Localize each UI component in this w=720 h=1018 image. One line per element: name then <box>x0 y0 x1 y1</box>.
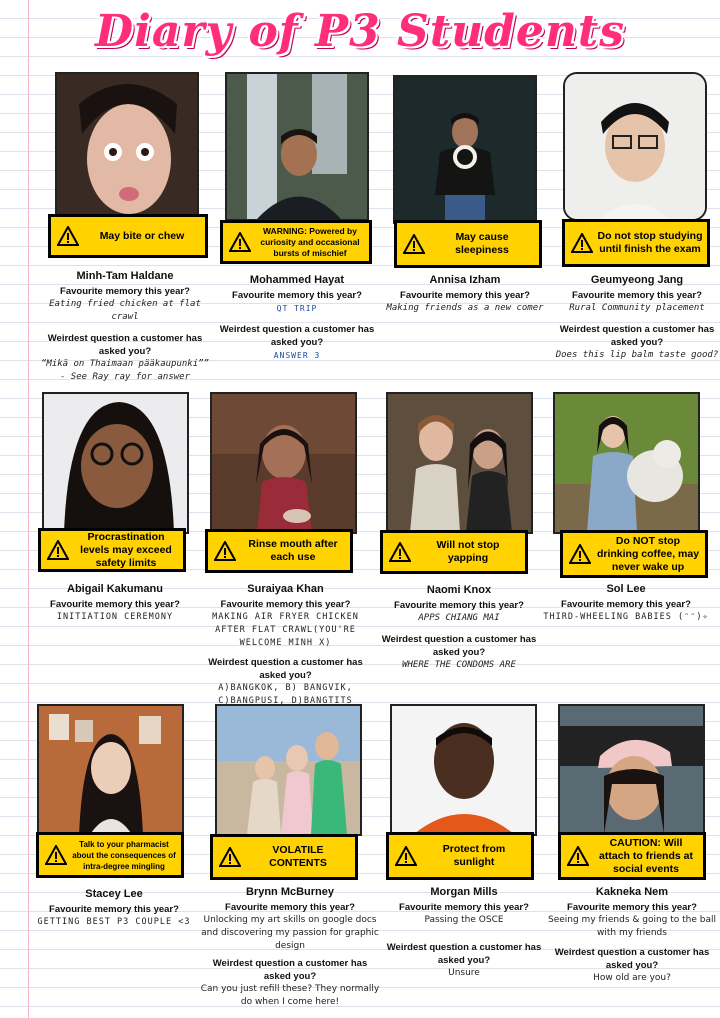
warning-icon <box>219 847 241 867</box>
memory-answer: INITIATION CEREMONY <box>56 612 174 622</box>
student-info: Kakneka Nem Favourite memory this year? Seeing my friends & going to the ball with my friends Weirdest question a customer has asked you? How old are you? <box>544 886 720 985</box>
student-info: Suraiyaa Khan Favourite memory this year? MAKING AIR FRYER CHICKEN AFTER FLAT CRAWL(YOU'RE WELCOME MINH X) Weirdest question a customer has asked you? A)BANGKOK, B) BANGVIK, C)BANGPUSI, D)BANGTITS <box>198 583 373 708</box>
warning-icon <box>389 542 411 562</box>
memory-answer: Eating fried chicken at flat crawl <box>49 299 201 322</box>
warning-label: Rinse mouth after each use <box>205 529 353 573</box>
warning-label: VOLATILE CONTENTS <box>210 834 358 880</box>
student-name: Kakneka Nem <box>595 886 669 898</box>
memory-answer: MAKING AIR FRYER CHICKEN AFTER FLAT CRAWL(YOU'RE WELCOME MINH X) <box>212 612 359 648</box>
student-name: Mohammed Hayat <box>249 274 345 286</box>
student-photo <box>215 704 362 836</box>
warning-label: WARNING: Powered by curiosity and occasional bursts of mischief <box>220 220 372 264</box>
student-photo <box>553 392 700 534</box>
warning-icon <box>214 541 236 561</box>
student-photo <box>55 72 199 221</box>
student-name: Stacey Lee <box>85 888 143 900</box>
student-info: Morgan Mills Favourite memory this year? Passing the OSCE Weirdest question a customer has asked you? Unsure <box>378 886 550 980</box>
question-answer: A)BANGKOK, B) BANGVIK, C)BANGPUSI, D)BANGTITS <box>218 683 353 706</box>
warning-label: May bite or chew <box>48 214 208 258</box>
warning-label: Do not stop studying until finish the exam <box>562 219 710 267</box>
warning-icon <box>229 232 251 252</box>
page-title: Diary of P3 Students <box>95 6 625 57</box>
memory-answer: THIRD-WHEELING BABIES (ᵔᵔ)✧ <box>543 612 709 622</box>
warning-icon <box>395 846 417 866</box>
warning-icon <box>45 845 67 865</box>
student-name: Sol Lee <box>606 583 646 595</box>
student-photo <box>563 72 707 221</box>
notebook-margin-line <box>28 0 29 1018</box>
question-answer: Unsure <box>448 968 480 978</box>
student-photo <box>37 704 184 838</box>
warning-icon <box>47 540 69 560</box>
memory-answer: Rural Community placement <box>569 303 705 313</box>
question-answer: Does this lip balm taste good? <box>555 350 719 360</box>
student-info: Stacey Lee Favourite memory this year? GETTING BEST P3 COUPLE <3 <box>28 888 200 929</box>
warning-label: Do NOT stop drinking coffee, may never wake up <box>560 530 708 578</box>
warning-icon <box>567 846 589 866</box>
warning-label: May cause sleepiness <box>394 220 542 268</box>
question-answer: ANSWER 3 <box>273 351 321 360</box>
warning-label: Will not stop yapping <box>380 530 528 574</box>
student-name: Geumyeong Jang <box>590 274 684 286</box>
student-name: Brynn McBurney <box>245 886 335 898</box>
student-info: Minh-Tam Haldane Favourite memory this year? Eating fried chicken at flat crawl Weirdest question a customer has asked you? “Mikä on Thaimaan pääkaupunki”” - See Ray ray for answer <box>41 270 209 382</box>
student-info: Sol Lee Favourite memory this year? THIRD-WHEELING BABIES (ᵔᵔ)✧ <box>540 583 712 624</box>
student-name: Naomi Knox <box>426 584 492 596</box>
student-info: Brynn McBurney Favourite memory this year? Unlocking my art skills on google docs and discovering my passion for graphic design Weirdest question a customer has asked you? Can you just refill these? They normally do when I come here! <box>200 886 380 1007</box>
student-name: Minh-Tam Haldane <box>76 270 174 282</box>
student-photo <box>42 392 189 534</box>
student-name: Abigail Kakumanu <box>67 583 163 595</box>
student-photo <box>390 704 537 836</box>
memory-answer: Making friends as a new comer <box>386 303 544 313</box>
warning-label: Procrastination levels may exceed safety limits <box>38 528 186 572</box>
student-info: Annisa Izham Favourite memory this year? Making friends as a new comer <box>380 274 550 315</box>
question-answer: “Mikä on Thaimaan pääkaupunki”” - See Ray ray for answer <box>41 359 209 382</box>
student-info: Mohammed Hayat Favourite memory this year? QT TRIP Weirdest question a customer has asked you? ANSWER 3 <box>212 274 382 362</box>
student-info: Geumyeong Jang Favourite memory this year? Rural Community placement Weirdest question a customer has asked you? Does this lip balm taste good? <box>552 274 720 362</box>
warning-icon <box>403 234 425 254</box>
memory-answer: QT TRIP <box>276 304 318 313</box>
warning-label: Talk to your pharmacist about the consequences of intra-degree mingling <box>36 832 184 878</box>
student-name: Suraiyaa Khan <box>247 583 324 595</box>
memory-answer: GETTING BEST P3 COUPLE <3 <box>37 917 191 927</box>
warning-label: CAUTION: Will attach to friends at social events <box>558 832 706 880</box>
memory-answer: APPS CHIANG MAI <box>418 613 500 623</box>
student-photo <box>558 704 705 836</box>
warning-icon <box>571 233 593 253</box>
memory-answer: Seeing my friends & going to the ball with my friends <box>547 915 717 938</box>
student-info: Abigail Kakumanu Favourite memory this year? INITIATION CEREMONY <box>30 583 200 624</box>
question-answer: WHERE THE CONDOMS ARE <box>402 660 516 670</box>
question-answer: How old are you? <box>593 973 671 983</box>
student-photo <box>210 392 357 534</box>
warning-icon <box>57 226 79 246</box>
student-photo <box>225 72 369 221</box>
student-name: Annisa Izham <box>429 274 501 286</box>
student-photo <box>386 392 533 534</box>
student-photo <box>393 75 537 224</box>
warning-label: Protect from sunlight <box>386 832 534 880</box>
memory-answer: Passing the OSCE <box>424 915 504 925</box>
question-answer: Can you just refill these? They normally do when I come here! <box>200 984 380 1007</box>
warning-icon <box>569 544 591 564</box>
student-name: Morgan Mills <box>430 886 498 898</box>
memory-answer: Unlocking my art skills on google docs and discovering my passion for graphic design <box>201 915 379 951</box>
student-info: Naomi Knox Favourite memory this year? APPS CHIANG MAI Weirdest question a customer has asked you? WHERE THE CONDOMS ARE <box>373 584 545 672</box>
